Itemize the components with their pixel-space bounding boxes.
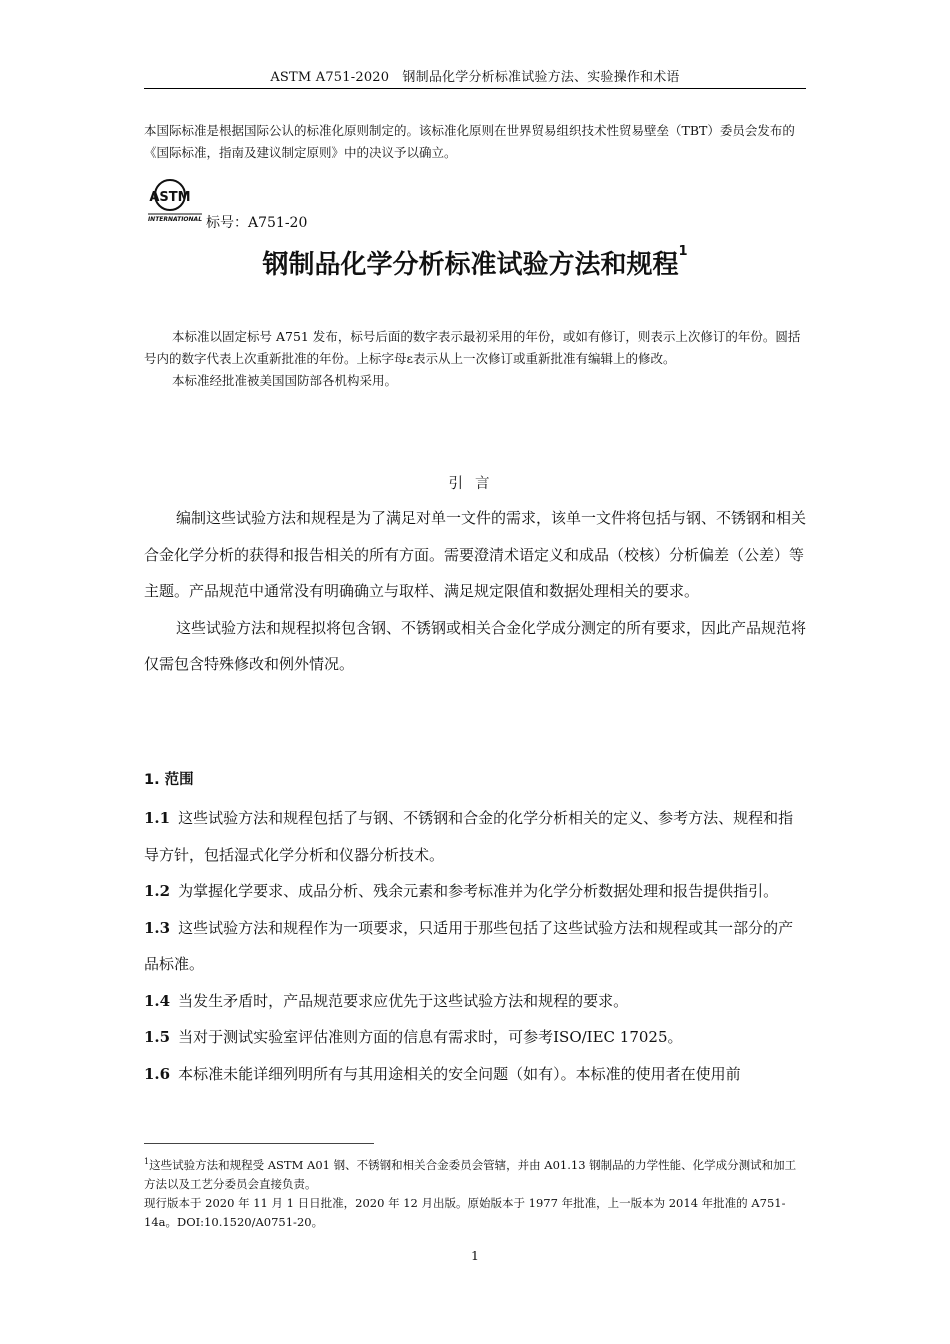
clause-text: 为掌握化学要求、成品分析、残余元素和参考标准并为化学分析数据处理和报告提供指引。 bbox=[178, 882, 779, 900]
clause-text: 这些试验方法和规程作为一项要求，只适用于那些包括了这些试验方法和规程或其一部分的产品标准。 bbox=[144, 918, 794, 973]
title-text: 钢制品化学分析标准试验方法和规程 bbox=[262, 250, 679, 280]
intro-paragraph: 这些试验方法和规程拟将包含钢、不锈钢或相关合金化学成分测定的所有要求，因此产品规范将仅需包含特殊修改和例外情况。 bbox=[144, 618, 807, 673]
designation: 标号：A751-20 bbox=[206, 215, 308, 231]
title-footnote-mark: 1 bbox=[678, 244, 688, 259]
footnote-text: 这些试验方法和规程受 ASTM A01 钢、不锈钢和相关合金委员会管辖，并由 A01.13 钢制品的力学性能、化学成分测试和加工方法以及工艺分委员会直接负责。 bbox=[144, 1157, 797, 1191]
introduction-heading: 引言 bbox=[448, 476, 502, 492]
astm-international-logo bbox=[146, 176, 204, 224]
clause-1-1 bbox=[144, 800, 806, 873]
footnotes bbox=[144, 1152, 806, 1232]
clause-number: 1.5 bbox=[144, 1028, 171, 1046]
clause-number: 1.2 bbox=[144, 882, 171, 900]
clause-1-5 bbox=[144, 1019, 806, 1056]
clause-number: 1.3 bbox=[144, 918, 171, 937]
document-title bbox=[144, 244, 806, 281]
footnote-1 bbox=[144, 1152, 806, 1194]
svg-text:ASTM: ASTM bbox=[149, 190, 191, 205]
clause-text: 这些试验方法和规程包括了与钢、不锈钢和合金的化学分析相关的定义、参考方法、规程和指导方针，包括湿式化学分析和仪器分析技术。 bbox=[144, 809, 794, 864]
preamble-text: 本国际标准是根据国际公认的标准化原则制定的。该标准化原则在世界贸易组织技术性贸易壁垒（TBT）委员会发布的《国际标准，指南及建议制定原则》中的决议予以确立。 bbox=[144, 123, 795, 160]
clause-text: 当对于测试实验室评估准则方面的信息有需求时，可参考ISO/IEC 17025。 bbox=[178, 1028, 683, 1046]
intro-paragraph: 编制这些试验方法和规程是为了满足对单一文件的需求，该单一文件将包括与钢、不锈钢和相关合金化学分析的获得和报告相关的所有方面。需要澄清术语定义和成品（校核）分析偏差（公差）等主题。产品规范中通常没有明确确立与取样、满足规定限值和数据处理相关的要求。 bbox=[144, 509, 807, 600]
running-header: ASTM A751-2020 钢制品化学分析标准试验方法、实验操作和术语 bbox=[270, 70, 680, 85]
introduction-body bbox=[144, 500, 806, 683]
clause-number: 1.4 bbox=[144, 991, 171, 1010]
note-designation: 本标准以固定标号 A751 发布，标号后面的数字表示最初采用的年份，或如有修订，则表示上次修订的年份。圆括号内的数字代表上次重新批准的年份。上标字母ε表示从上一次修订或重新批准有编辑上的修改。 bbox=[144, 329, 801, 366]
clause-number: 1.1 bbox=[144, 809, 171, 827]
clause-1-2 bbox=[144, 873, 806, 910]
clause-number: 1.6 bbox=[144, 1064, 171, 1083]
page-number: 1 bbox=[471, 1248, 479, 1263]
footnote-mark: 1 bbox=[144, 1157, 150, 1166]
standard-notes bbox=[144, 326, 806, 392]
clause-text: 本标准未能详细列明所有与其用途相关的安全问题（如有）。本标准的使用者在使用前 bbox=[178, 1064, 741, 1083]
note-dod: 本标准经批准被美国国防部各机构采用。 bbox=[172, 373, 398, 388]
clause-1-6 bbox=[144, 1056, 806, 1093]
logo-text: INTERNATIONAL bbox=[147, 216, 203, 223]
scope-clauses bbox=[144, 800, 806, 1092]
footnote-approval: 现行版本于 2020 年 11 月 1 日日批准，2020 年 12 月出版。原始版本于 1977 年批准，上一版本为 2014 年批准的 A751-14a。DOI:10.1520/A0751-20。 bbox=[144, 1195, 786, 1229]
clause-1-3 bbox=[144, 910, 806, 983]
clause-1-4 bbox=[144, 983, 806, 1020]
section-title-scope: 1. 范围 bbox=[144, 772, 194, 788]
clause-text: 当发生矛盾时，产品规范要求应优先于这些试验方法和规程的要求。 bbox=[178, 991, 629, 1010]
footnote-divider bbox=[144, 1143, 374, 1144]
header-divider bbox=[144, 88, 806, 89]
